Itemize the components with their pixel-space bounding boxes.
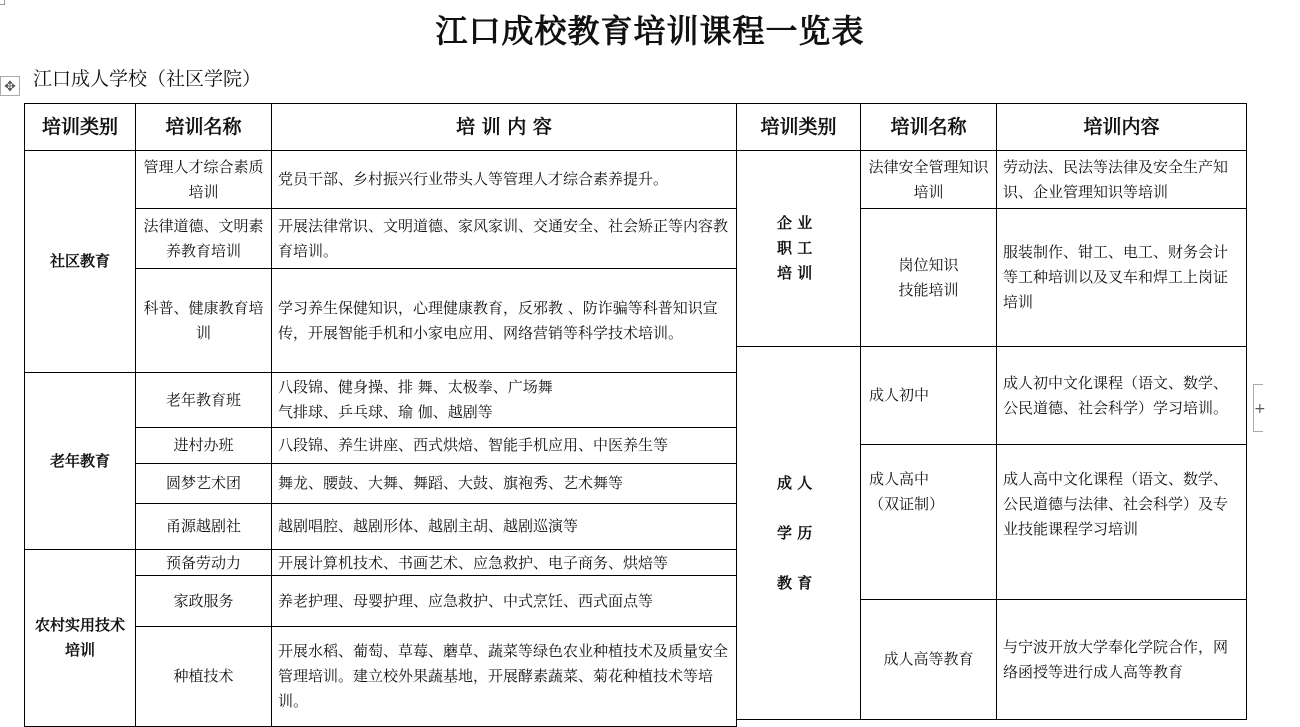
course-content: 越剧唱腔、越剧形体、越剧主胡、越剧巡演等	[272, 504, 737, 550]
course-name: 预备劳动力	[136, 550, 272, 576]
course-content: 党员干部、乡村振兴行业带头人等管理人才综合素养提升。	[272, 151, 737, 209]
course-name: 法律道德、文明素养教育培训	[136, 209, 272, 269]
left-course-table	[24, 103, 737, 727]
course-name: 家政服务	[136, 576, 272, 627]
course-name-line: 成人高中	[869, 470, 930, 488]
course-name: 成人初中	[861, 347, 997, 445]
category-elderly: 老年教育	[25, 373, 136, 550]
course-content: 开展计算机技术、书画艺术、应急救护、电子商务、烘焙等	[272, 550, 737, 576]
course-content: 成人高中文化课程（语文、数学、公民道德与法律、社会科学）及专业技能课程学习培训	[997, 445, 1247, 600]
course-name: 进村办班	[136, 428, 272, 464]
corner-mark	[0, 0, 5, 5]
course-name: 圆梦艺术团	[136, 464, 272, 504]
course-content: 舞龙、腰鼓、大舞、舞蹈、大鼓、旗袍秀、艺术舞等	[272, 464, 737, 504]
category-line: 教 育	[777, 573, 813, 592]
course-name: 老年教育班	[136, 373, 272, 428]
course-content: 服装制作、钳工、电工、财务会计等工种培训以及叉车和焊工上岗证培训	[997, 209, 1247, 347]
table-row	[25, 550, 737, 576]
header-content: 培 训 内 容	[272, 104, 737, 151]
course-name	[861, 209, 997, 347]
course-content: 成人初中文化课程（语文、数学、公民道德、社会科学）学习培训。	[997, 347, 1247, 445]
category-line: 培 训	[777, 264, 813, 282]
header-row	[737, 104, 1247, 151]
course-name-line: 岗位知识	[898, 255, 959, 274]
course-content: 劳动法、民法等法律及安全生产知识、企业管理知识等培训	[997, 151, 1247, 209]
category-line: 成 人	[777, 473, 813, 492]
header-content: 培训内容	[997, 104, 1247, 151]
course-content: 八段锦、养生讲座、西式烘焙、智能手机应用、中医养生等	[272, 428, 737, 464]
category-rural: 农村实用技术培训	[25, 550, 136, 727]
page-title: 江口成校教育培训课程一览表	[435, 12, 865, 50]
course-content: 学习养生保健知识，心理健康教育，反邪教 、防诈骗等科普知识宣传，开展智能手机和小家电应用、网络营销等科学技术培训。	[272, 269, 737, 373]
course-name: 成人高等教育	[861, 600, 997, 720]
course-name: 种植技术	[136, 627, 272, 727]
course-content-line: 气排球、乒乓球、瑜 伽、越剧等	[278, 403, 493, 421]
header-row	[25, 104, 737, 151]
table-row	[737, 347, 1247, 445]
course-name-line: （双证制）	[869, 495, 945, 513]
category-line: 学 历	[777, 523, 813, 542]
category-line: 企 业	[777, 214, 813, 232]
category-line: 职 工	[777, 239, 813, 257]
header-category: 培训类别	[25, 104, 136, 151]
table-row	[737, 151, 1247, 209]
header-name: 培训名称	[861, 104, 997, 151]
course-name: 科普、健康教育培训	[136, 269, 272, 373]
course-content: 开展水稻、葡萄、草莓、蘑草、蔬菜等绿色农业种植技术及质量安全管理培训。建立校外果蔬基地，开展酵素蔬菜、菊花种植技术等培训。	[272, 627, 737, 727]
subtitle: 江口成人学校（社区学院）	[33, 68, 262, 90]
header-category: 培训类别	[737, 104, 861, 151]
table-row	[25, 373, 737, 428]
move-icon[interactable]: ✥	[0, 76, 20, 96]
category-community: 社区教育	[25, 151, 136, 373]
category-enterprise	[737, 151, 861, 347]
right-course-table	[736, 103, 1247, 720]
course-content: 与宁波开放大学奉化学院合作，网络函授等进行成人高等教育	[997, 600, 1247, 720]
course-name: 管理人才综合素质培训	[136, 151, 272, 209]
header-name: 培训名称	[136, 104, 272, 151]
plus-icon[interactable]: +	[1253, 384, 1263, 432]
category-academic	[737, 347, 861, 720]
course-name-line: 技能培训	[898, 280, 959, 299]
course-content: 养老护理、母婴护理、应急救护、中式烹饪、西式面点等	[272, 576, 737, 627]
course-name	[861, 445, 997, 600]
table-row	[25, 151, 737, 209]
course-name: 法律安全管理知识培训	[861, 151, 997, 209]
course-content-line: 八段锦、健身操、排 舞、太极拳、广场舞	[278, 378, 553, 396]
course-name: 甬源越剧社	[136, 504, 272, 550]
course-content: 开展法律常识、文明道德、家风家训、交通安全、社会矫正等内容教育培训。	[272, 209, 737, 269]
course-content	[272, 373, 737, 428]
